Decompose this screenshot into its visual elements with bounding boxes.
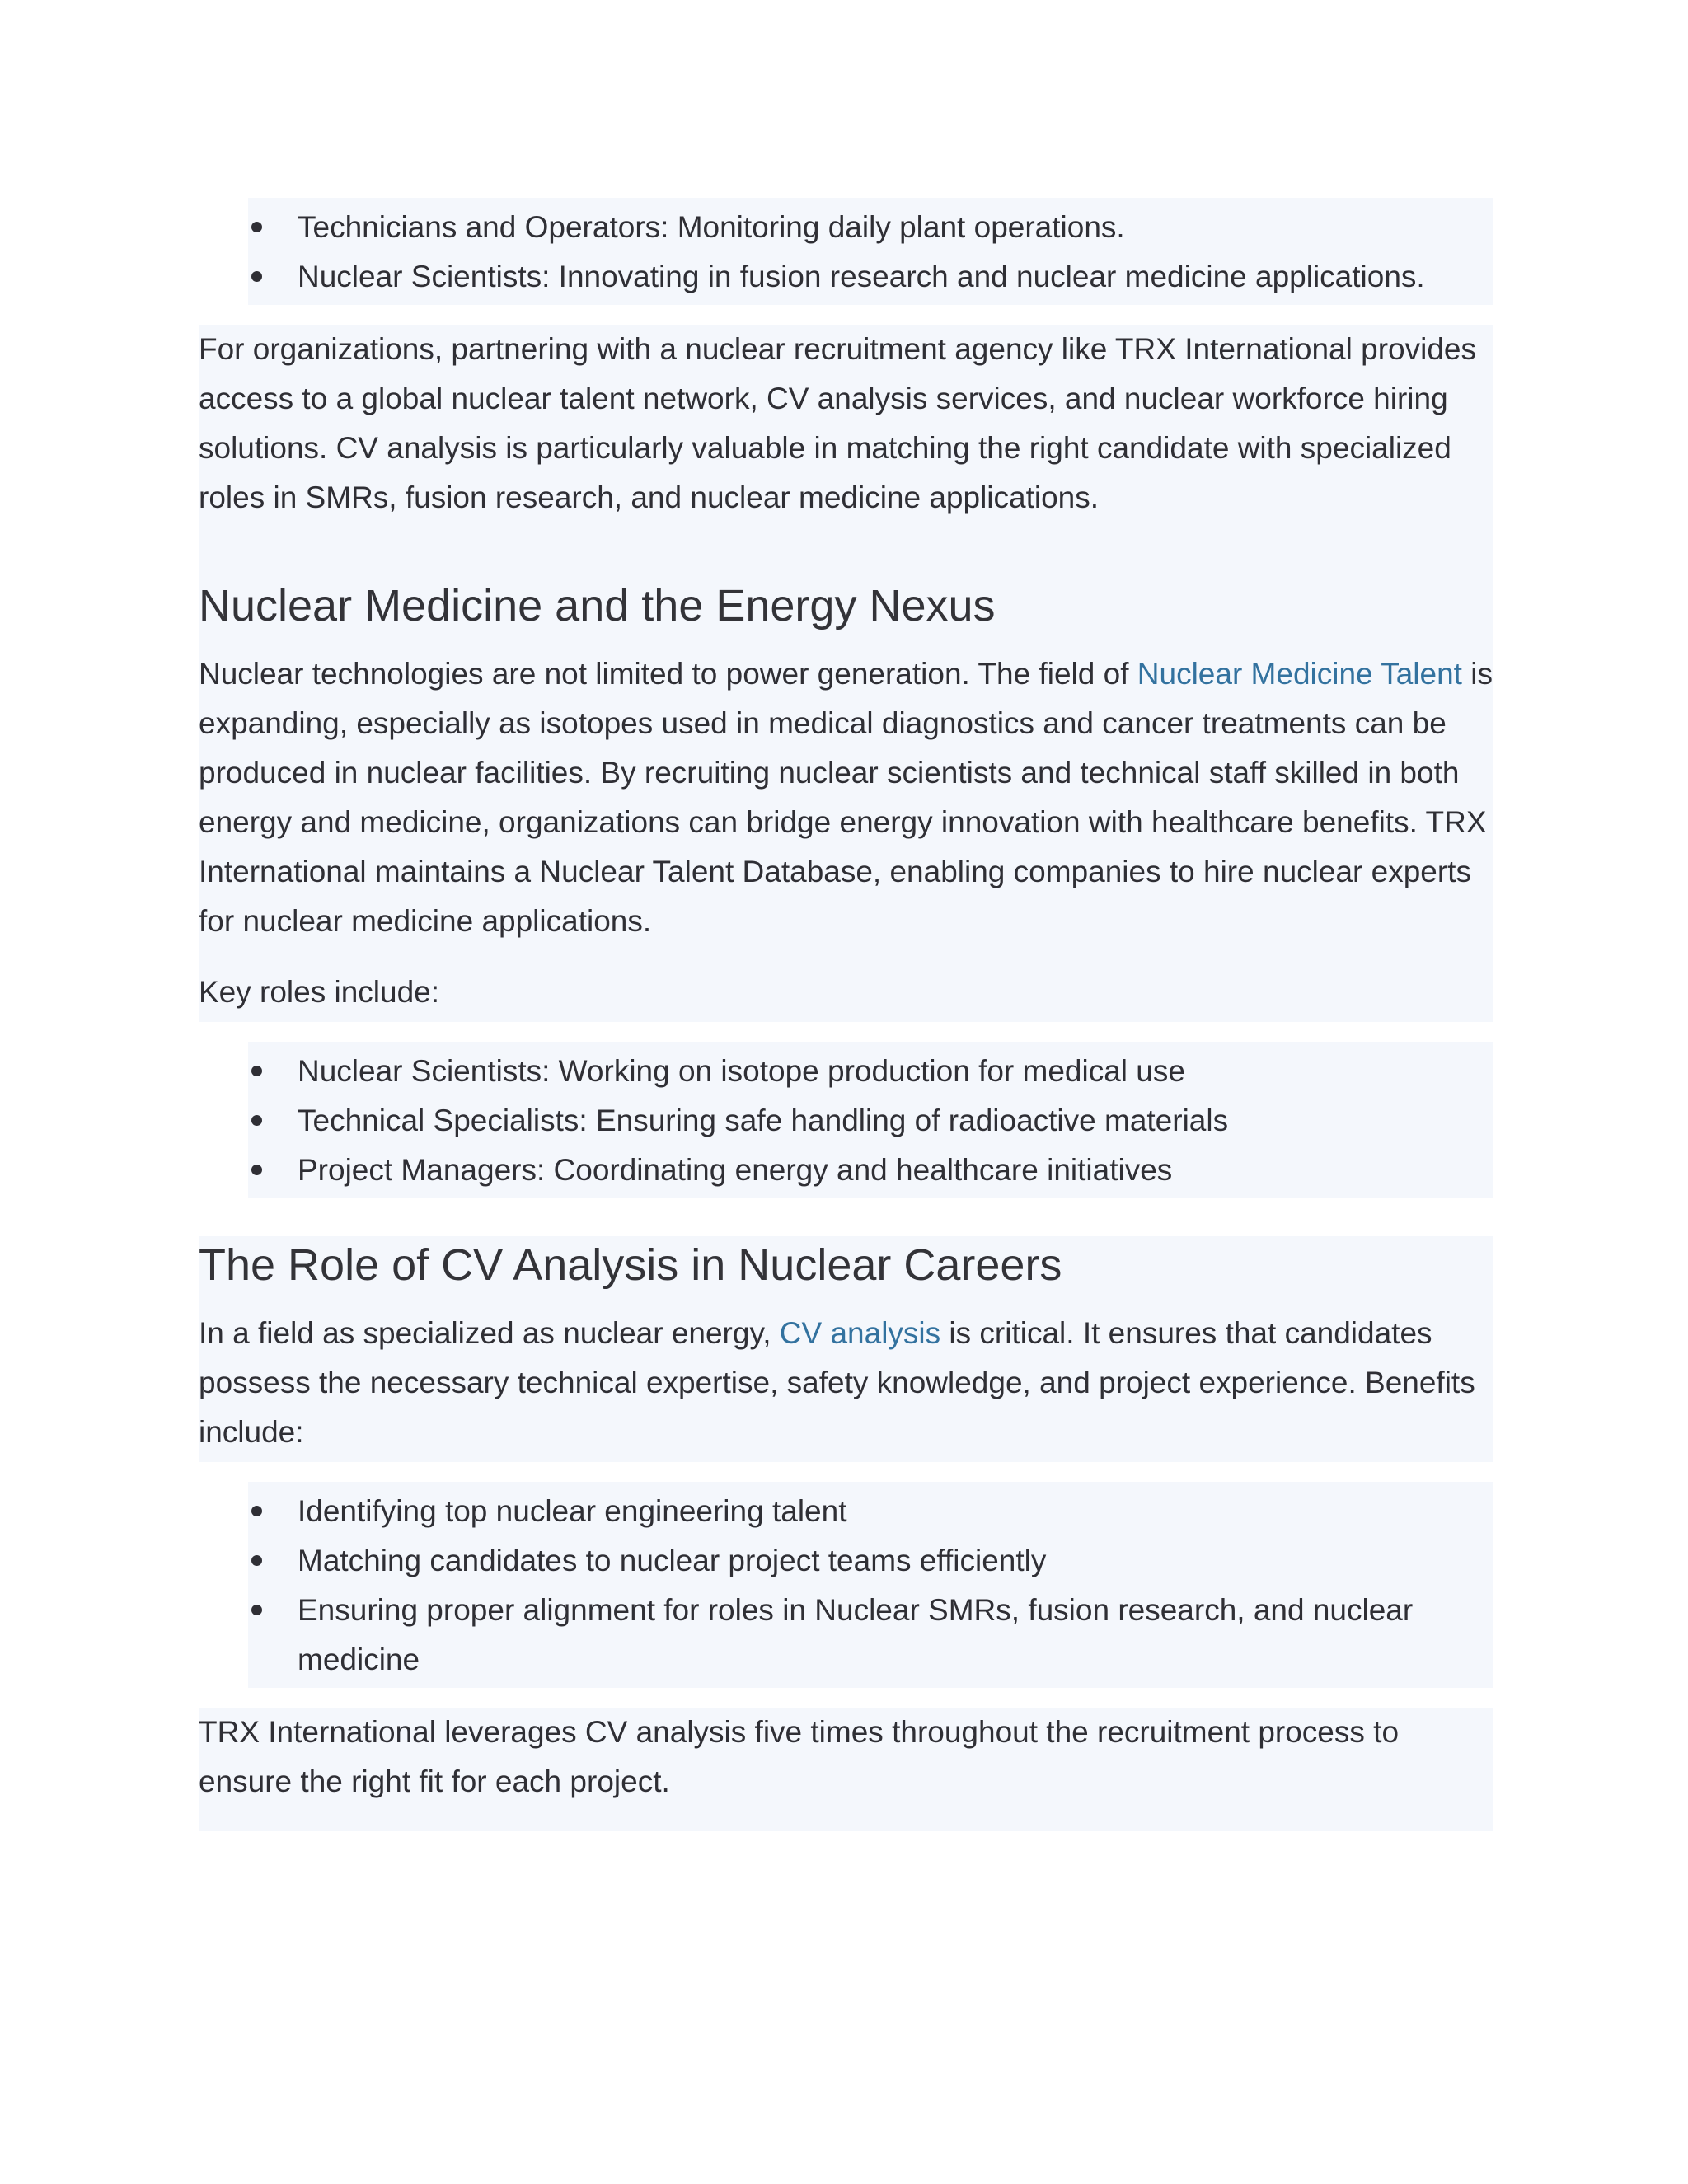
paragraph-partnering: For organizations, partnering with a nuclear recruitment agency like TRX International provides access to a global nuclear talent network, CV analysis services, and nuclear workforce hiring solutions. CV analysis is particularly valuable in matching the right candidate with specialized roles in SMRs, fusion research, and nuclear medicine applications. [199, 332, 1476, 514]
list-item: Project Managers: Coordinating energy and healthcare initiatives [248, 1146, 1493, 1195]
intro-section [199, 325, 1493, 1022]
nuclear-medicine-talent-link[interactable]: Nuclear Medicine Talent [1137, 657, 1462, 691]
paragraph-closing: TRX International leverages CV analysis five times throughout the recruitment process to ensure the right fit for each project. [199, 1715, 1400, 1798]
list-item: Matching candidates to nuclear project teams efficiently [248, 1536, 1493, 1586]
list-item: Nuclear Scientists: Working on isotope production for medical use [248, 1047, 1493, 1096]
document-page [199, 198, 1493, 1851]
list-item: Identifying top nuclear engineering talent [248, 1487, 1493, 1536]
list-item: Ensuring proper alignment for roles in Nuclear SMRs, fusion research, and nuclear medicine [248, 1586, 1493, 1685]
section-heading-cv-analysis: The Role of CV Analysis in Nuclear Careers [199, 1240, 1062, 1290]
roles-list-1 [248, 198, 1493, 305]
cv-analysis-section [199, 1236, 1493, 1462]
paragraph-cv-analysis: In a field as specialized as nuclear energy, CV analysis is critical. It ensures that candidates possess the necessary technical expertise, safety knowledge, and project experience. Benefits include: [199, 1316, 1475, 1449]
list-item: Nuclear Scientists: Innovating in fusion research and nuclear medicine applications. [248, 252, 1493, 302]
closing-section [199, 1708, 1493, 1831]
cv-analysis-link[interactable]: CV analysis [779, 1316, 941, 1350]
benefits-list [248, 1482, 1493, 1688]
section-heading-nuclear-medicine: Nuclear Medicine and the Energy Nexus [199, 581, 996, 630]
list-item: Technical Specialists: Ensuring safe handling of radioactive materials [248, 1096, 1493, 1146]
paragraph-key-roles: Key roles include: [199, 975, 440, 1009]
list-item: Technicians and Operators: Monitoring daily plant operations. [248, 203, 1493, 252]
paragraph-nuclear-medicine: Nuclear technologies are not limited to power generation. The field of Nuclear Medicine Talent is expanding, especially as isotopes used in medical diagnostics and cancer treatments can be produced in nuclear facilities. By recruiting nuclear scientists and technical staff skilled in both energy and medicine, organizations can bridge energy innovation with healthcare benefits. TRX International maintains a Nuclear Talent Database, enabling companies to hire nuclear experts for nuclear medicine applications. [199, 657, 1493, 938]
roles-list-2 [248, 1042, 1493, 1198]
